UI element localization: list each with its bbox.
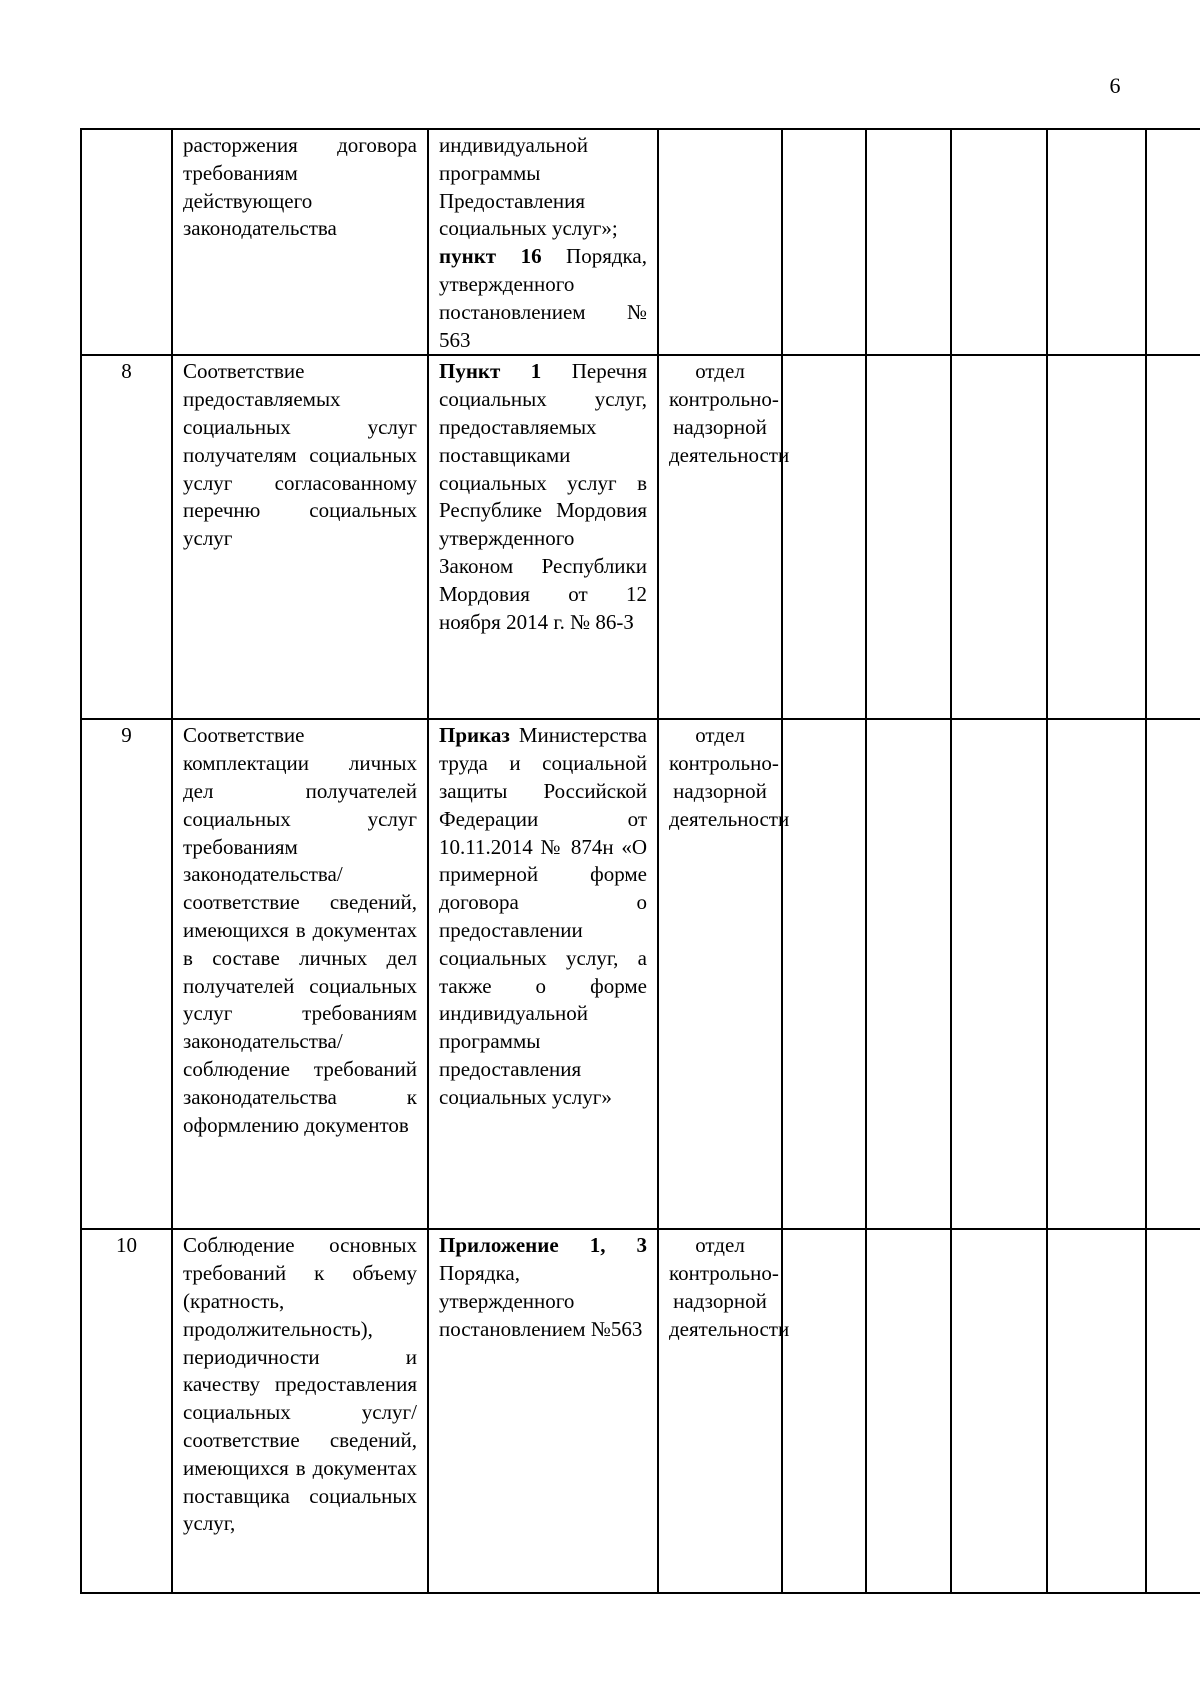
basis-line: утвержденного (439, 271, 575, 296)
executor-cell: отдел контрольно-надзорной деятельности (658, 355, 782, 719)
basis-line: 563 (439, 327, 471, 352)
empty-cell (951, 1229, 1047, 1593)
requirement-cell: Соответствие комплектации личных дел получателей социальных услуг требованиям законодательства/соответствие сведений, имеющихся в документах в составе личных дел получателей социальных услуг требованиям законодательства/соблюдение требований законодательства к оформлению документов (172, 719, 428, 1229)
empty-cell (951, 129, 1047, 355)
executor-cell: отдел контрольно-надзорной деятельности (658, 719, 782, 1229)
requirement-cell: Соответствие предоставляемых социальных услуг получателям социальных услуг согласованному перечню социальных услуг (172, 355, 428, 719)
row-number-cell: 8 (81, 355, 172, 719)
requirement-cell: Соблюдение основных требований к объему (кратность, продолжительность), периодичности и качеству предоставления социальных услуг/соответствие сведений, имеющихся в документах поставщика социальных услуг, (172, 1229, 428, 1593)
basis-line: программы (439, 160, 541, 185)
empty-cell (866, 355, 951, 719)
basis-text: Порядка, (541, 244, 647, 269)
empty-cell (866, 129, 951, 355)
basis-text: Перечня социальных услуг, предоставляемых поставщиками социальных услуг в Республике Мордовия утвержденного Законом Республики Мордовия от 12 ноября 2014 г. № 86-З (439, 359, 647, 634)
table-row (81, 1229, 1200, 1593)
legal-basis-cell (428, 355, 658, 719)
basis-line: Предоставления (439, 188, 586, 213)
empty-cell (951, 719, 1047, 1229)
legal-basis-cell (428, 719, 658, 1229)
empty-cell (951, 355, 1047, 719)
executor-cell (658, 129, 782, 355)
inspection-checklist-table (80, 128, 1200, 1594)
table-row (81, 719, 1200, 1229)
basis-line (439, 243, 647, 271)
basis-bold-ref: Приказ (439, 723, 510, 748)
empty-cell (1047, 719, 1146, 1229)
row-number-cell: 9 (81, 719, 172, 1229)
empty-cell (866, 1229, 951, 1593)
legal-basis-cell (428, 129, 658, 355)
row-number-cell: 10 (81, 1229, 172, 1593)
empty-cell (782, 129, 866, 355)
empty-cell (782, 1229, 866, 1593)
basis-line: индивидуальной (439, 133, 588, 157)
empty-cell (782, 355, 866, 719)
executor-cell: отдел контрольно-надзорной деятельности (658, 1229, 782, 1593)
empty-cell (1146, 129, 1200, 355)
empty-cell (866, 719, 951, 1229)
empty-cell (1146, 1229, 1200, 1593)
basis-text: Министерства труда и социальной защиты Российской Федерации от 10.11.2014 № 874н «О примерной форме договора о предоставлении социальных услуг, а также о форме индивидуальной программы предоставления социальных услуг» (439, 723, 647, 1109)
empty-cell (1047, 355, 1146, 719)
empty-cell (1047, 129, 1146, 355)
empty-cell (1146, 355, 1200, 719)
empty-cell (1146, 719, 1200, 1229)
table-row (81, 129, 1200, 355)
legal-basis-cell (428, 1229, 658, 1593)
empty-cell (1047, 1229, 1146, 1593)
basis-text: Порядка, утвержденного постановлением №563 (439, 1261, 643, 1341)
basis-bold-ref: пункт 16 (439, 244, 542, 269)
basis-bold-ref: Пункт 1 (439, 359, 542, 384)
table-row (81, 355, 1200, 719)
requirement-cell: расторжения договора требованиям действующего законодательства (172, 129, 428, 355)
basis-line: социальных услуг»; (439, 216, 618, 241)
basis-line: постановлением № (439, 299, 647, 324)
page-number: 6 (1109, 73, 1121, 98)
basis-bold-ref: Приложение 1, 3 (439, 1233, 647, 1258)
row-number-cell (81, 129, 172, 355)
empty-cell (782, 719, 866, 1229)
